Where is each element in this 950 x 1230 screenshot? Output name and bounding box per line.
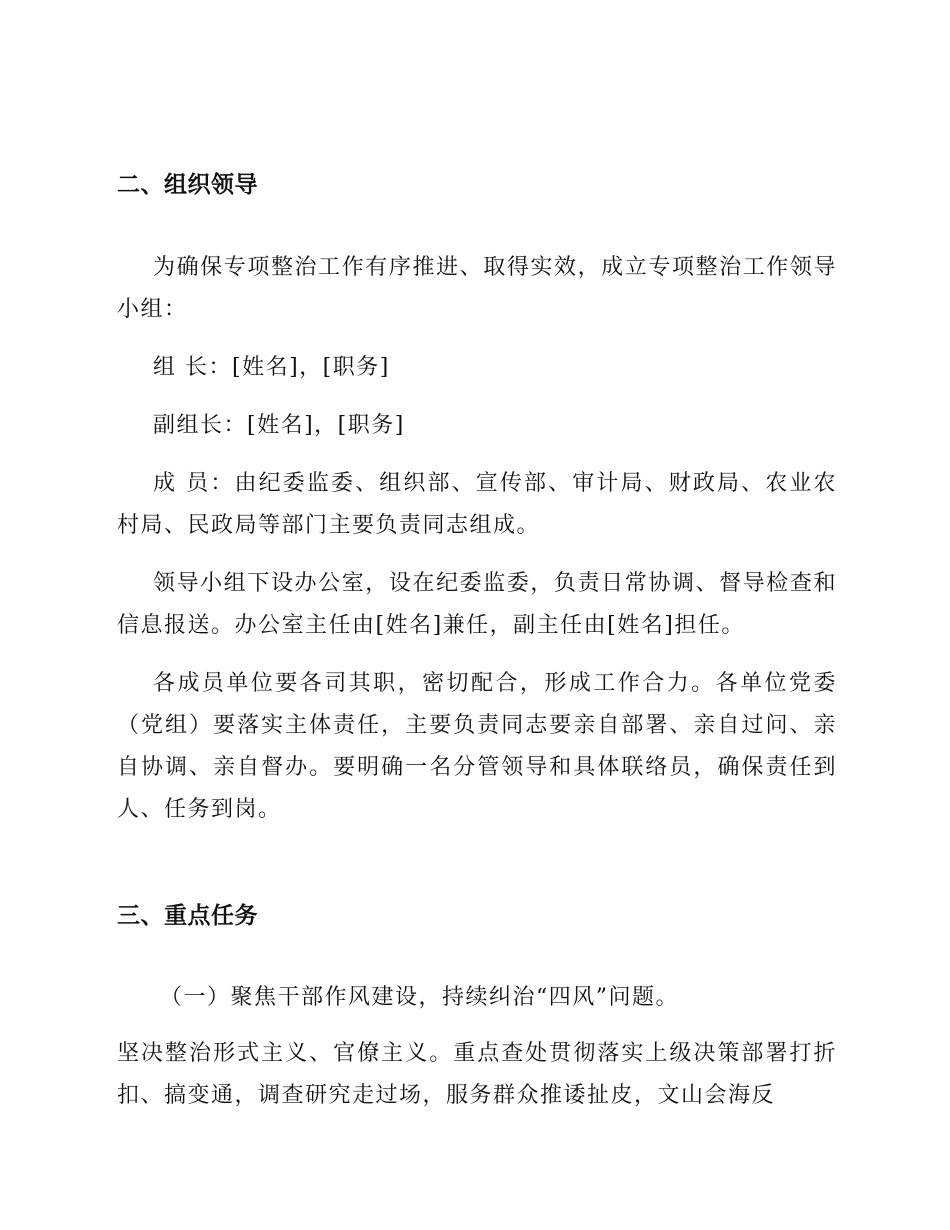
task-item-body: 坚决整治形式主义、官僚主义。重点查处贯彻落实上级决策部署打折扣、搞变通，调查研究走过场，服务群众推诿扯皮，文山会海反 — [117, 1041, 837, 1108]
office-paragraph: 领导小组下设办公室，设在纪委监委，负责日常协调、督导检查和信息报送。办公室主任由[姓名]兼任，副主任由[姓名]担任。 — [117, 571, 837, 638]
members-paragraph: 成 员：由纪委监委、组织部、宣传部、审计局、财政局、农业农村局、民政局等部门主要负责同志组成。 — [117, 471, 837, 538]
paragraph-intro: 为确保专项整治工作有序推进、取得实效，成立专项整治工作领导小组： — [117, 255, 837, 322]
section-heading-key-tasks: 三、重点任务 — [117, 903, 258, 929]
task-item-title: （一）聚焦干部作风建设，持续纠治“四风”问题。 — [160, 985, 679, 1010]
section-heading-organization: 二、组织领导 — [117, 172, 258, 198]
leader-line: 组 长：[姓名]，[职务] — [153, 355, 390, 380]
deputy-leader-line: 副组长：[姓名]，[职务] — [153, 413, 405, 438]
responsibility-paragraph: 各成员单位要各司其职，密切配合，形成工作合力。各单位党委（党组）要落实主体责任，主要负责同志要亲自部署、亲自过问、亲自协调、亲自督办。要明确一名分管领导和具体联络员，确保责任到人、任务到岗。 — [117, 671, 837, 822]
